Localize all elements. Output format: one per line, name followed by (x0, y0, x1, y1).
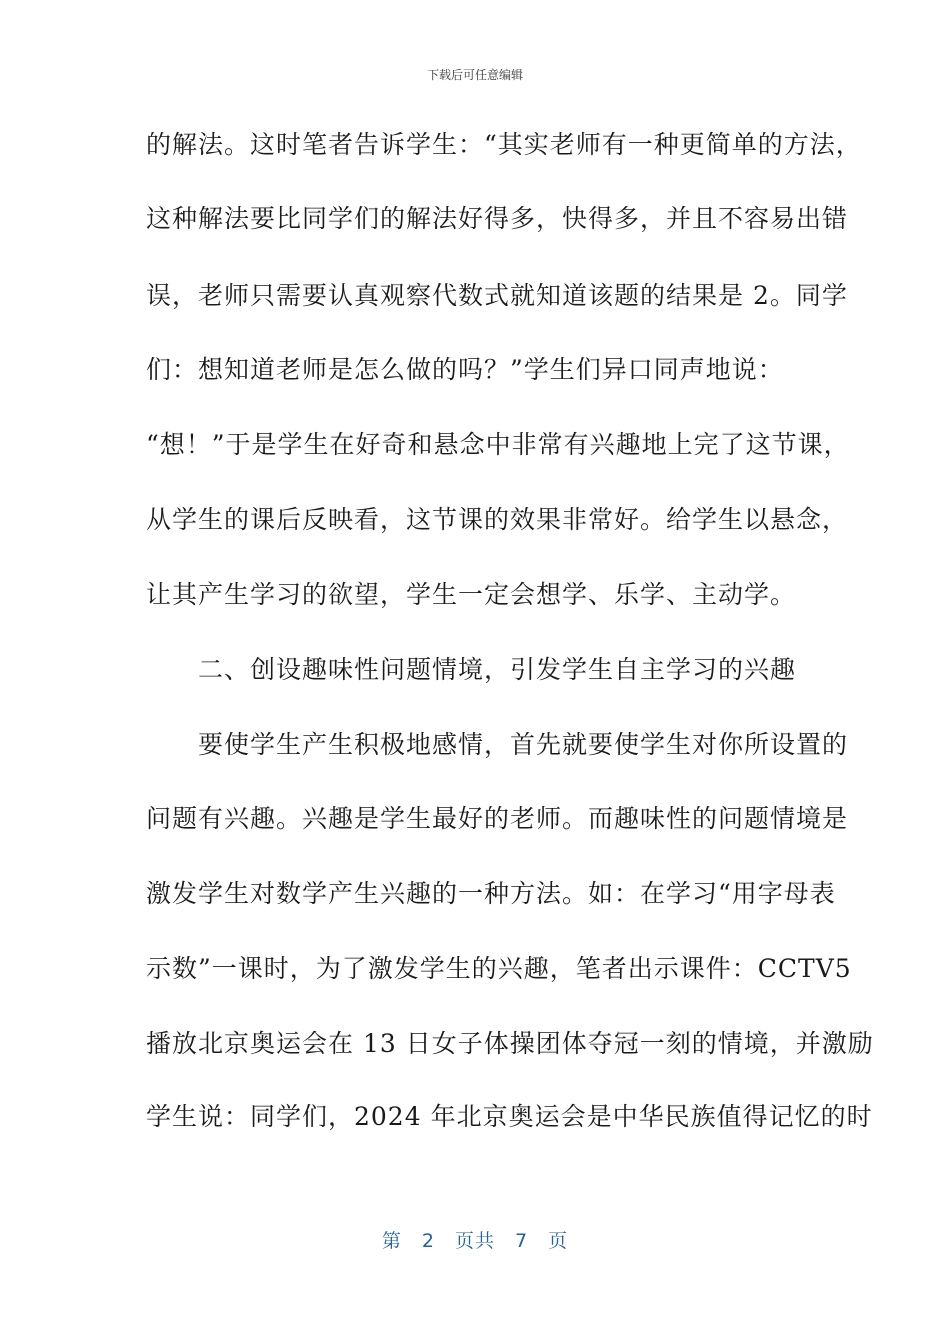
page-header: 下载后可任意编辑 (426, 68, 523, 82)
body-line-3: 误，老师只需要认真观察代数式就知道该题的结果是 2。同学 (146, 281, 848, 310)
section-heading: 二、创设趣味性问题情境，引发学生自主学习的兴趣 (146, 655, 797, 684)
body-line-5: “想！”于是学生在好奇和悬念中非常有兴趣地上完了这节课， (146, 430, 850, 459)
body-line-4: 们：想知道老师是怎么做的吗？”学生们异口同声地说： (146, 355, 784, 384)
body-line-6: 从学生的课后反映看，这节课的效果非常好。给学生以悬念， (146, 505, 849, 534)
body-line-12: 示数”一课时，为了激发学生的兴趣，笔者出示课件：CCTV5 (146, 954, 852, 983)
body-line-1: 的解法。这时笔者告诉学生：“其实老师有一种更简单的方法， (146, 130, 862, 159)
body-line-13: 播放北京奥运会在 13 日女子体操团体夺冠一刻的情境，并激励 (146, 1029, 874, 1058)
body-line-2: 这种解法要比同学们的解法好得多，快得多，并且不容易出错 (146, 204, 849, 233)
body-line-14: 学生说：同学们，2024 年北京奥运会是中华民族值得记忆的时 (146, 1102, 873, 1131)
footer-di: 第 (381, 1230, 402, 1252)
footer-total-pages: 7 (515, 1230, 529, 1252)
footer-page-number: 2 (421, 1230, 435, 1252)
body-line-11: 激发学生对数学产生兴趣的一种方法。如：在学习“用字母表 (146, 879, 836, 908)
page-footer (0, 1226, 950, 1253)
body-line-10: 问题有兴趣。兴趣是学生最好的老师。而趣味性的问题情境是 (146, 804, 849, 833)
footer-ye: 页 (548, 1230, 569, 1252)
body-line-7: 让其产生学习的欲望，学生一定会想学、乐学、主动学。 (146, 580, 797, 609)
body-line-9: 要使学生产生积极地感情，首先就要使学生对你所设置的 (146, 730, 849, 759)
footer-ye-gong: 页共 (454, 1230, 495, 1252)
